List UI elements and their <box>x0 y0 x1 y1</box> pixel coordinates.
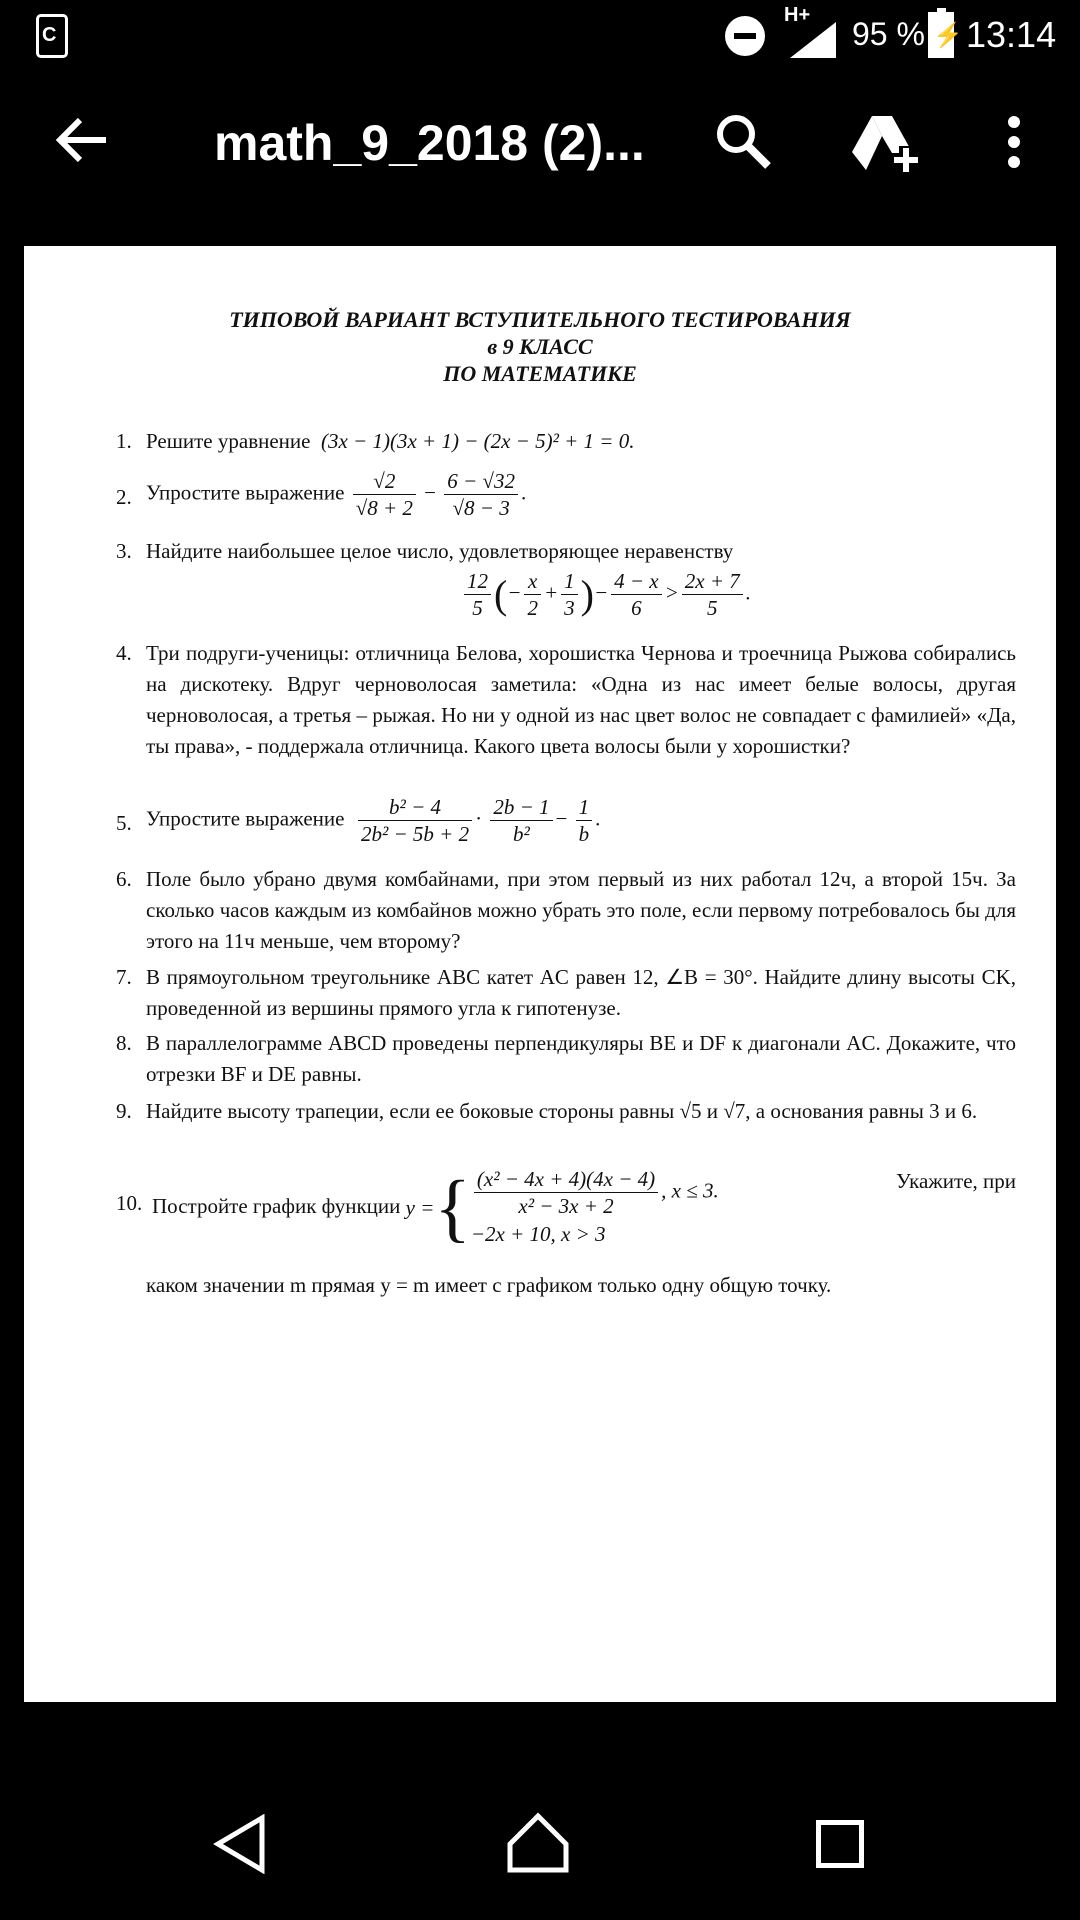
system-nav-bar <box>0 1780 1080 1920</box>
fraction: $\frac{2b - 1}{\text{b²}}$ <box>490 794 552 847</box>
more-vert-icon[interactable] <box>1000 116 1028 168</box>
nav-home-icon[interactable] <box>506 1810 570 1874</box>
question-8: 8. В параллелограмме ABCD проведены перпендикуляры BE и DF к диагонали AC. Докажите, что отрезки BF и DE равны. <box>116 1028 1016 1090</box>
fraction: $\frac{√2}{√8 + 2}$ <box>353 468 416 521</box>
signal-icon <box>790 22 836 58</box>
clock: 13:14 <box>966 14 1057 55</box>
question-text: Упростите выражение <box>146 480 345 505</box>
app-bar <box>0 72 1080 220</box>
question-1: 1. Решите уравнение (3x − 1)(3x + 1) − (2x − 5)² + 1 = 0. <box>116 429 635 453</box>
question-text: Постройте график функции <box>152 1193 401 1218</box>
fraction: $\frac{\text{b² − 4}}{\text{2b² − 5b + 2}}$ <box>358 794 472 847</box>
heading-line: в 9 КЛАСС <box>487 334 593 359</box>
question-9: 9. Найдите высоту трапеции, если ее боковые стороны равны √5 и √7, а основания равны 3 и 6. <box>116 1096 1016 1127</box>
question-3: 3. Найдите наибольшее целое число, удовлетворяющее неравенству <box>116 536 1016 567</box>
question-text: В параллелограмме ABCD проведены перпендикуляры BE и DF к диагонали AC. Докажите, что отрезки BF и DE равны. <box>146 1031 1016 1086</box>
back-arrow-icon[interactable] <box>52 110 112 170</box>
question-6: 6. Поле было убрано двумя комбайнами, при этом первый из них работал 12ч, а второй 15ч. За сколько часов каждым из комбайнов можно убрать это поле, если первому потребовалось бы для этого на 11ч меньше, чем второму? <box>116 864 1016 957</box>
question-text: Три подруги-ученицы: отличница Белова, хорошистка Чернова и троечница Рыжова собирались на дискотеку. Вдруг черноволосая заметила: «Одна из нас имеет белые волосы, другая черноволосая, а третья – рыжая. Но ни у одной из нас цвет волос не совпадает с фамилией» «Да, ты права», - поддержала отличница. Какого цвета волосы были у хорошистки? <box>146 641 1016 758</box>
sync-icon: C <box>36 14 68 58</box>
document-heading <box>24 306 1056 387</box>
question-text: Укажите, при <box>896 1169 1016 1193</box>
dnd-icon <box>725 16 765 56</box>
search-icon[interactable] <box>714 112 772 170</box>
heading-line: ПО МАТЕМАТИКЕ <box>443 361 637 386</box>
question-text: Поле было убрано двумя комбайнами, при этом первый из них работал 12ч, а второй 15ч. За сколько часов каждым из комбайнов можно убрать это поле, если первому потребовалось бы для этого на 11ч меньше, чем второму? <box>146 867 1016 953</box>
inequality: $\frac{12}{5}$ (− $\frac{x}{2}$ + $\frac{1}{3}$ )− $\frac{4 - x}{6}$ > $\frac{2x + 7}{5}$ . <box>116 568 1056 621</box>
piecewise-case: −2x + 10, x > 3 <box>470 1222 606 1246</box>
fraction: $\frac{1}{b}$ <box>576 794 593 847</box>
question-text: Решите уравнение <box>146 429 311 453</box>
network-type: H+ <box>784 4 811 26</box>
question-text: Найдите наибольшее целое число, удовлетворяющее неравенству <box>146 539 734 563</box>
status-bar <box>0 0 1080 72</box>
question-5: 5. Упростите выражение $\frac{\text{b² − 4}}{\text{2b² − 5b + 2}}$ · $\frac{2b - 1}{\text{b²}}$ − $\frac{1}{b}$ . <box>116 795 601 846</box>
question-text: каком значении m прямая y = m имеет с графиком только одну общую точку. <box>146 1273 832 1297</box>
question-10: 10. Постройте график функции y ={ $\frac{\text{(x² − 4x + 4)(4x − 4)}}{\text{x² − 3x + 2}}$ , x ≤ 3. −2x + 10, x > 3 Укажите, при <box>116 1166 1016 1250</box>
question-10-continued <box>116 1270 1016 1301</box>
question-2: 2. Упростите выражение $\frac{√2}{√8 + 2}$ − $\frac{6 - √32}{√8 - 3}$ . <box>116 469 527 520</box>
fraction: $\frac{6 - √32}{√8 - 3}$ <box>444 468 518 521</box>
question-text: Найдите высоту трапеции, если ее боковые стороны равны √5 и √7, а основания равны 3 и 6. <box>146 1099 978 1123</box>
equation: (3x − 1)(3x + 1) − (2x − 5)² + 1 = 0. <box>320 429 635 453</box>
heading-line: ТИПОВОЙ ВАРИАНТ ВСТУПИТЕЛЬНОГО ТЕСТИРОВАНИЯ <box>229 307 851 332</box>
nav-recent-icon[interactable] <box>816 1820 864 1868</box>
battery-charging-icon: ⚡ <box>928 12 954 58</box>
pdf-page[interactable] <box>24 246 1056 1702</box>
question-text: В прямоугольном треугольнике ABC катет AC равен 12, ∠B = 30°. Найдите длину высоты CK, проведенной из вершины прямого угла к гипотенузе. <box>146 965 1016 1020</box>
drive-add-icon[interactable] <box>852 116 920 174</box>
battery-percent: 95 % <box>852 16 925 52</box>
question-7: 7. В прямоугольном треугольнике ABC катет AC равен 12, ∠B = 30°. Найдите длину высоты CK, проведенной из вершины прямого угла к гипотенузе. <box>116 962 1016 1024</box>
document-title: math_9_2018 (2)... <box>214 115 645 171</box>
nav-back-icon[interactable] <box>212 1814 268 1874</box>
question-text: Упростите выражение <box>146 806 345 831</box>
question-4: 4. Три подруги-ученицы: отличница Белова, хорошистка Чернова и троечница Рыжова собирались на дискотеку. Вдруг черноволосая заметила: «Одна из нас имеет белые волосы, другая черноволосая, а третья – рыжая. Но ни у одной из нас цвет волос не совпадает с фамилией» «Да, ты права», - поддержала отличница. Какого цвета волосы были у хорошистки? <box>116 638 1016 762</box>
